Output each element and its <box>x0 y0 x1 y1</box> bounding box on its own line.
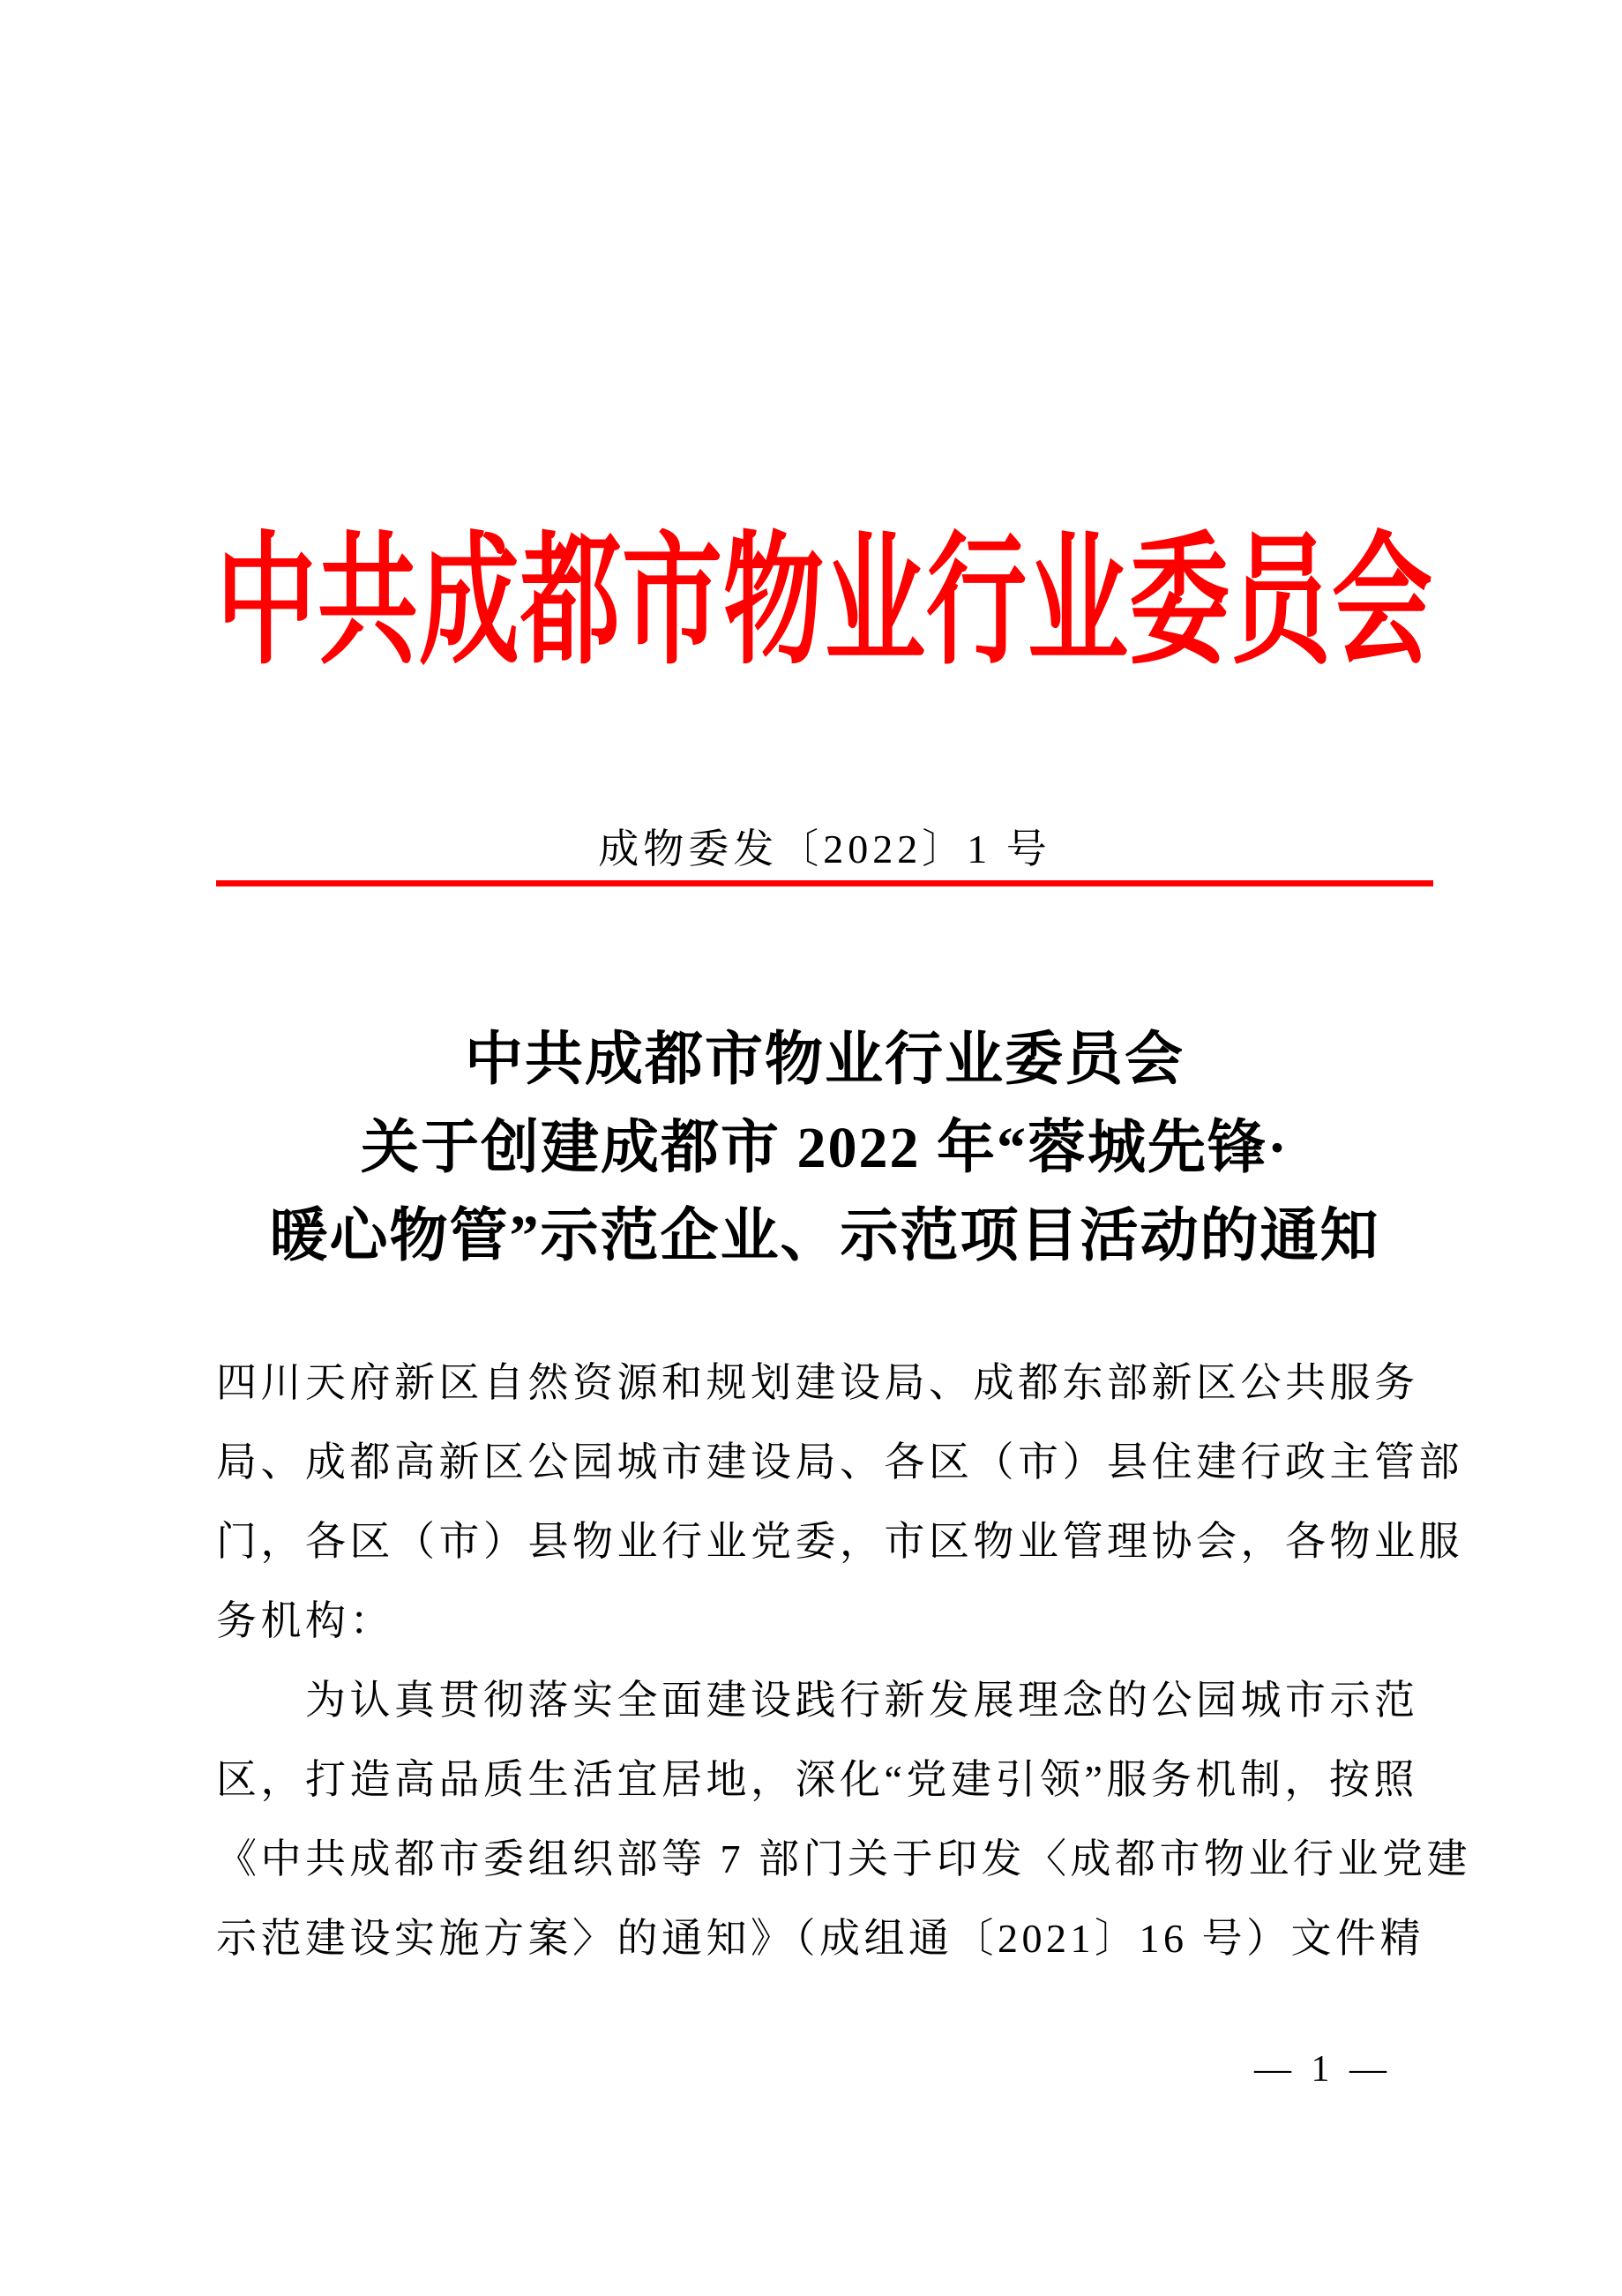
body-line-paragraph-start: 为认真贯彻落实全面建设践行新发展理念的公园城市示范 <box>305 1678 1419 1723</box>
body-text <box>216 1343 1471 1978</box>
body-line: 示范建设实施方案〉的通知》（成组通〔2021〕16 号）文件精 <box>216 1916 1424 1961</box>
body-line: 《中共成都市委组织部等 7 部门关于印发〈成都市物业行业党建 <box>216 1836 1471 1881</box>
document-title-line-3: 暖心物管”示范企业、示范项目活动的通知 <box>269 1204 1380 1268</box>
page-number: — 1 — <box>1254 2049 1392 2090</box>
body-line: 务机构： <box>216 1598 394 1643</box>
document-title <box>216 1016 1433 1281</box>
document-title-line-2: 关于创建成都市 2022 年“蓉城先锋· <box>360 1116 1289 1180</box>
org-masthead-title: 中共成都市物业行业委员会 <box>216 522 1434 682</box>
body-line: 四川天府新区自然资源和规划建设局、成都东部新区公共服务 <box>216 1360 1419 1405</box>
body-line: 局、成都高新区公园城市建设局、各区（市）县住建行政主管部 <box>216 1440 1463 1485</box>
red-divider-rule <box>216 880 1433 886</box>
body-line: 门，各区（市）县物业行业党委，市区物业管理协会，各物业服 <box>216 1519 1463 1564</box>
body-line: 区，打造高品质生活宜居地，深化“党建引领”服务机制，按照 <box>216 1757 1418 1802</box>
document-number: 成物委发〔2022〕1 号 <box>598 826 1051 871</box>
document-title-line-1: 中共成都市物业行业委员会 <box>465 1028 1185 1092</box>
